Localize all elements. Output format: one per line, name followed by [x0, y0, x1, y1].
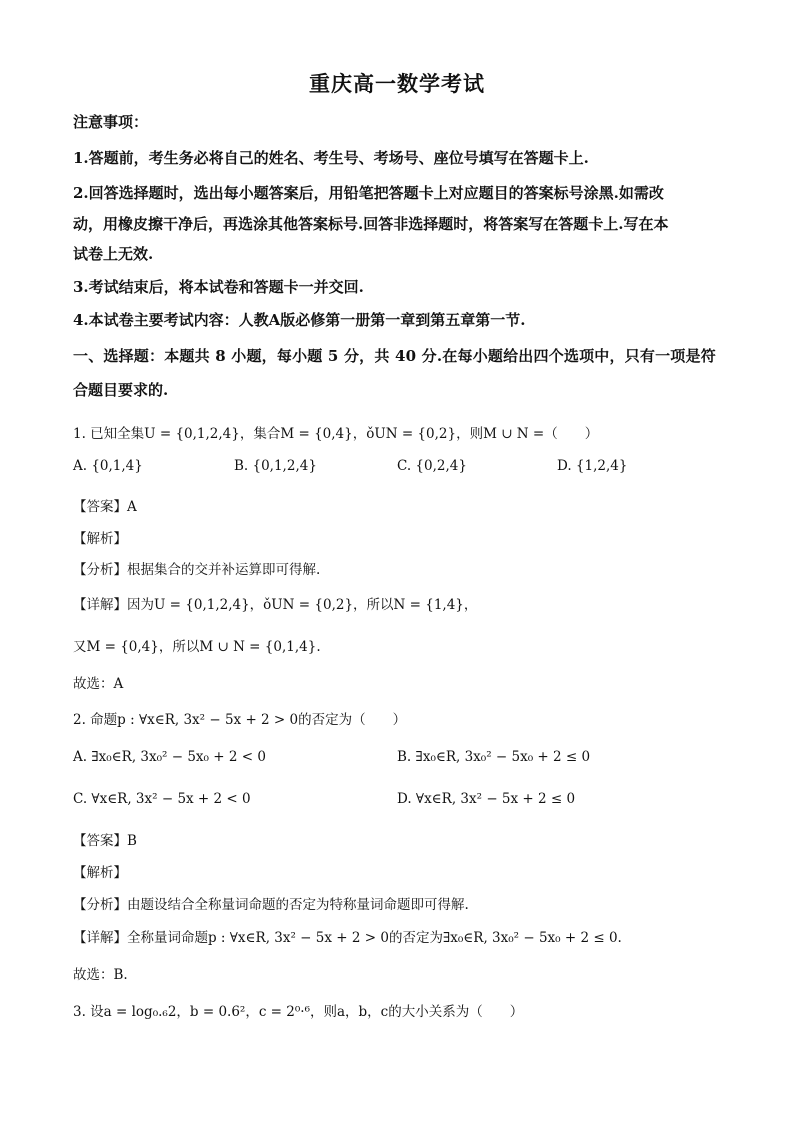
question-2-choice: 故选：B. [73, 967, 128, 983]
note-2-line-1: 2.回答选择题时，选出每小题答案后，用铅笔把答题卡上对应题目的答案标号涂黑.如需改 [73, 184, 664, 202]
question-2-detail: 【详解】全称量词命题p : ∀x∈R, 3x² − 5x + 2 > 0的否定为∃x₀∈R, 3x₀² − 5x₀ + 2 ≤ 0. [73, 930, 622, 946]
question-2-answer: 【答案】B [73, 833, 137, 849]
question-3-stem: 3. 设a = log₀.₆2，b = 0.6²，c = 2⁰·⁶，则a，b，c的大小关系为（ ） [73, 1004, 524, 1020]
question-2-analysis-label: 【解析】 [73, 865, 127, 881]
section-heading-line-2: 合题目要求的. [73, 381, 169, 399]
section-heading-line-1: 一、选择题：本题共 8 小题，每小题 5 分，共 40 分.在每小题给出四个选项中，只有一项是符 [73, 347, 716, 365]
note-1: 1.答题前，考生务必将自己的姓名、考生号、考场号、座位号填写在答题卡上. [73, 149, 589, 167]
question-1-stem: 1. 已知全集U = {0,1,2,4}，集合M = {0,4}，ǒUN = {0,2}，则M ∪ N =（ ） [73, 426, 599, 442]
question-1-option-b: B. {0,1,2,4} [234, 458, 317, 474]
question-2-analysis: 【分析】由题设结合全称量词命题的否定为特称量词命题即可得解. [73, 897, 469, 913]
page-title: 重庆高一数学考试 [309, 71, 485, 96]
note-3: 3.考试结束后，将本试卷和答题卡一并交回. [73, 278, 364, 296]
question-2-option-a: A. ∃x₀∈R, 3x₀² − 5x₀ + 2 < 0 [73, 749, 266, 765]
question-2-stem: 2. 命题p : ∀x∈R, 3x² − 5x + 2 > 0的否定为（ ） [73, 712, 407, 728]
question-1-option-d: D. {1,2,4} [557, 458, 628, 474]
question-1-analysis: 【分析】根据集合的交并补运算即可得解. [73, 562, 321, 578]
question-2-option-b: B. ∃x₀∈R, 3x₀² − 5x₀ + 2 ≤ 0 [397, 749, 591, 765]
question-2-option-c: C. ∀x∈R, 3x² − 5x + 2 < 0 [73, 791, 251, 807]
notice-heading: 注意事项： [73, 113, 149, 131]
question-1-option-c: C. {0,2,4} [397, 458, 467, 474]
question-1-choice: 故选：A [73, 676, 124, 692]
question-2-option-d: D. ∀x∈R, 3x² − 5x + 2 ≤ 0 [397, 791, 576, 807]
note-2-line-2: 动，用橡皮擦干净后，再选涂其他答案标号.回答非选择题时，将答案写在答题卡上.写在本 [73, 215, 669, 233]
question-1-detail-cont: 又M = {0,4}，所以M ∪ N = {0,1,4}. [73, 639, 321, 655]
question-1-analysis-label: 【解析】 [73, 531, 127, 547]
question-1-answer: 【答案】A [73, 499, 137, 515]
note-4: 4.本试卷主要考试内容：人教A版必修第一册第一章到第五章第一节. [73, 311, 526, 329]
question-1-detail: 【详解】因为U = {0,1,2,4}，ǒUN = {0,2}，所以N = {1,4}， [73, 597, 478, 613]
note-2-line-3: 试卷上无效. [73, 245, 154, 263]
question-1-option-a: A. {0,1,4} [73, 458, 143, 474]
